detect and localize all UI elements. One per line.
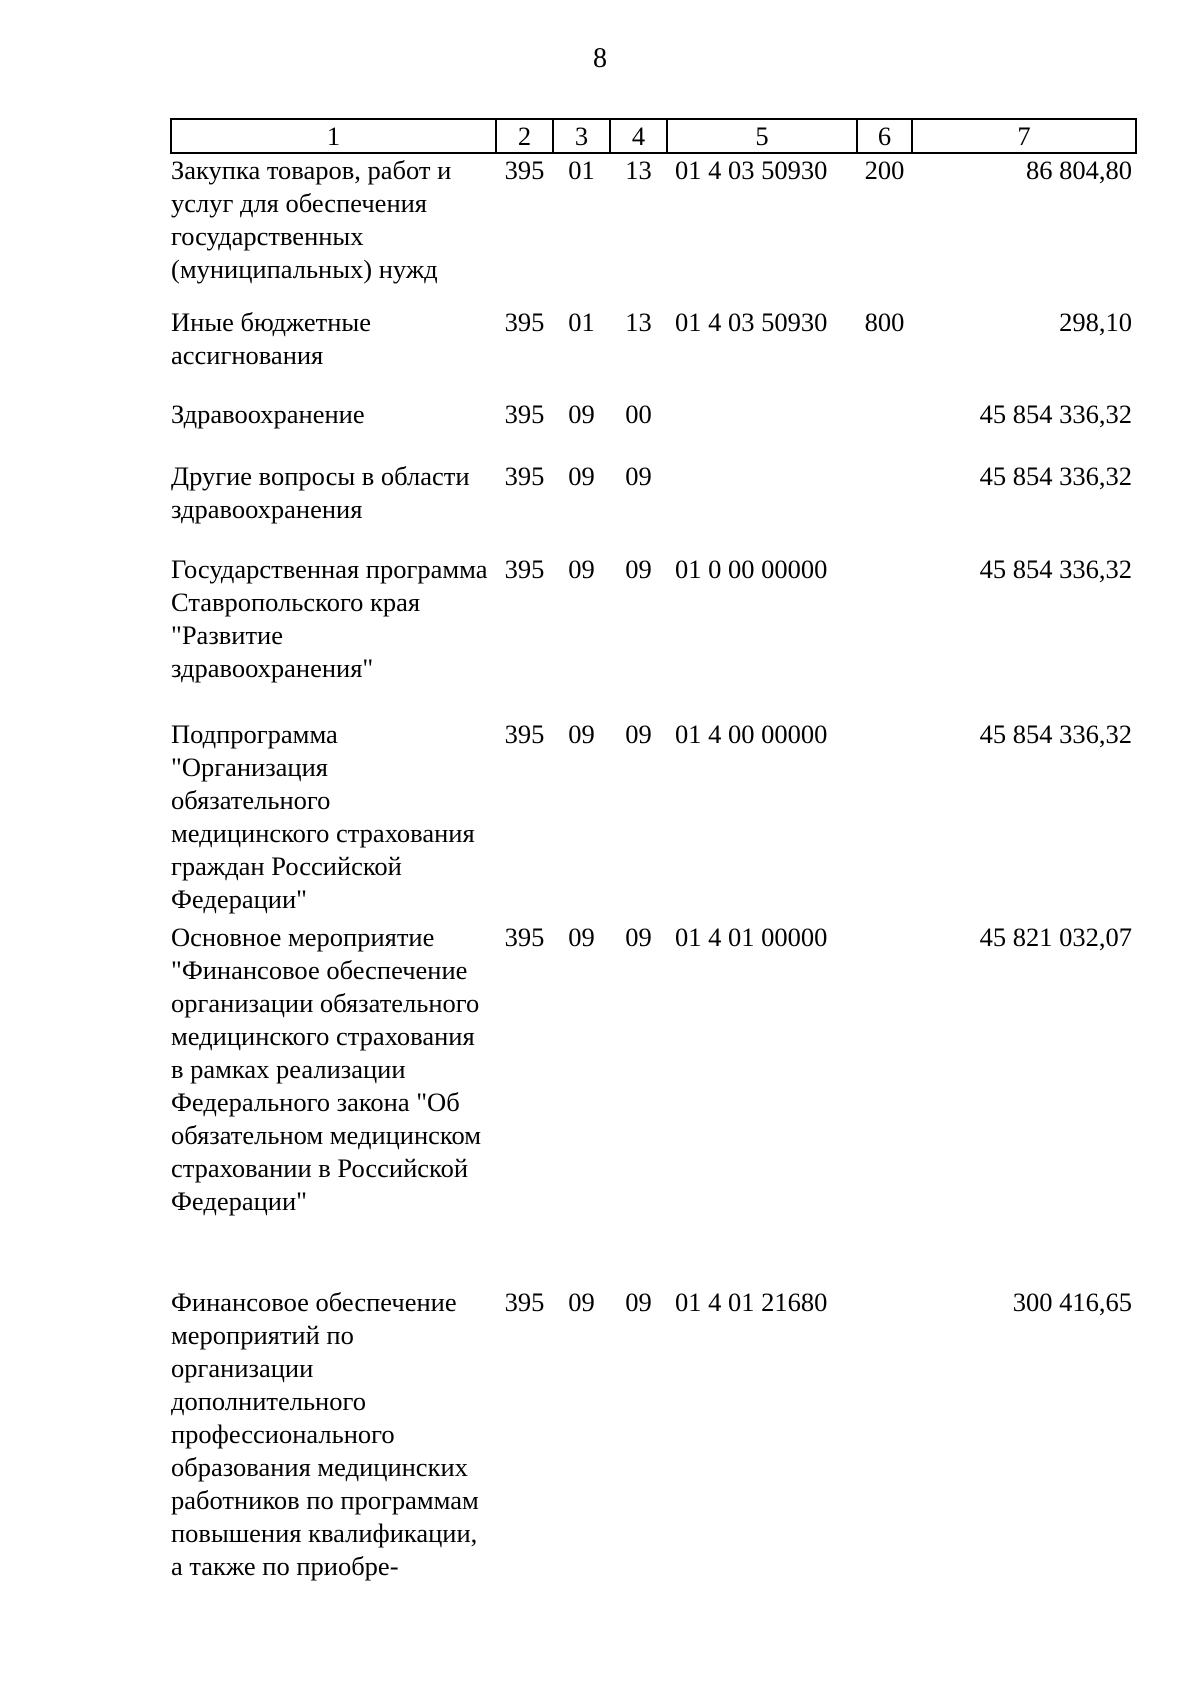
row-target-code	[667, 460, 857, 553]
row-expense-type-code: 800	[864, 307, 905, 337]
row-name: Основное мероприятие "Финансовое обеспечение организации обязательного медицинского страхования в рамках реализации Федерального закона "Об обязательном медицинском страховании в Российской Федерации"	[171, 922, 481, 1216]
row-amount: 45 854 336,32	[979, 399, 1132, 429]
row-section-code: 01	[568, 307, 595, 337]
row-target-code	[667, 398, 857, 460]
row-ministry-code: 395	[504, 554, 545, 584]
row-expense-type-code	[857, 718, 912, 921]
table-row	[171, 1286, 1136, 1583]
row-name: Здравоохранение	[171, 399, 365, 429]
column-header-6: 6	[857, 119, 912, 153]
table-row	[171, 398, 1136, 460]
page-number: 8	[593, 43, 607, 74]
table-row	[171, 153, 1136, 306]
table-row	[171, 553, 1136, 718]
row-name: Закупка товаров, работ и услуг для обеспечения государственных (муниципальных) нужд	[171, 155, 452, 284]
row-amount: 45 854 336,32	[979, 461, 1132, 491]
row-section-code: 09	[568, 554, 595, 584]
row-section-code: 09	[568, 399, 595, 429]
table-header-row	[171, 119, 1136, 153]
row-name: Иные бюджетные ассигнования	[171, 307, 371, 370]
row-section-code: 09	[568, 719, 595, 749]
row-ministry-code: 395	[504, 307, 545, 337]
row-subsection-code: 00	[625, 399, 652, 429]
row-target-code: 01 4 01 21680	[675, 1287, 828, 1317]
column-header-7: 7	[912, 119, 1136, 153]
row-expense-type-code	[857, 398, 912, 460]
row-name: Другие вопросы в области здравоохранения	[171, 461, 470, 524]
row-target-code: 01 0 00 00000	[675, 554, 828, 584]
row-ministry-code: 395	[504, 1287, 545, 1317]
row-expense-type-code	[857, 921, 912, 1286]
row-target-code: 01 4 03 50930	[675, 155, 828, 185]
row-name: Государственная программа Ставропольского края "Развитие здравоохранения"	[171, 554, 488, 683]
row-amount: 298,10	[1059, 307, 1132, 337]
row-subsection-code: 09	[625, 461, 652, 491]
row-amount: 300 416,65	[1012, 1287, 1132, 1317]
column-header-1: 1	[171, 119, 496, 153]
row-target-code: 01 4 01 00000	[675, 922, 828, 952]
row-expense-type-code	[857, 1286, 912, 1583]
row-ministry-code: 395	[504, 461, 545, 491]
row-section-code: 09	[568, 1287, 595, 1317]
row-subsection-code: 09	[625, 554, 652, 584]
row-subsection-code: 09	[625, 922, 652, 952]
row-ministry-code: 395	[504, 922, 545, 952]
row-subsection-code: 09	[625, 1287, 652, 1317]
row-expense-type-code: 200	[864, 155, 905, 185]
row-ministry-code: 395	[504, 399, 545, 429]
column-header-2: 2	[496, 119, 553, 153]
row-subsection-code: 13	[625, 307, 652, 337]
column-header-5: 5	[667, 119, 857, 153]
row-subsection-code: 13	[625, 155, 652, 185]
table-row	[171, 718, 1136, 921]
row-target-code: 01 4 03 50930	[675, 307, 828, 337]
column-header-4: 4	[610, 119, 667, 153]
column-header-3: 3	[553, 119, 610, 153]
row-amount: 86 804,80	[1026, 155, 1132, 185]
row-name: Финансовое обеспечение мероприятий по организации дополнительного профессионального образования медицинских работников по программам повышения квалификации, а также по приобре-	[171, 1287, 479, 1581]
table-row	[171, 921, 1136, 1286]
row-section-code: 09	[568, 922, 595, 952]
row-subsection-code: 09	[625, 719, 652, 749]
row-amount: 45 854 336,32	[979, 554, 1132, 584]
table-row	[171, 460, 1136, 553]
row-name: Подпрограмма "Организация обязательного медицинского страхования граждан Российской Федерации"	[171, 719, 475, 914]
row-ministry-code: 395	[504, 155, 545, 185]
row-ministry-code: 395	[504, 719, 545, 749]
row-target-code: 01 4 00 00000	[675, 719, 828, 749]
row-expense-type-code	[857, 553, 912, 718]
row-section-code: 09	[568, 461, 595, 491]
row-amount: 45 821 032,07	[979, 922, 1132, 952]
table-row	[171, 306, 1136, 398]
budget-table	[170, 118, 1137, 1583]
row-section-code: 01	[568, 155, 595, 185]
row-expense-type-code	[857, 460, 912, 553]
row-amount: 45 854 336,32	[979, 719, 1132, 749]
